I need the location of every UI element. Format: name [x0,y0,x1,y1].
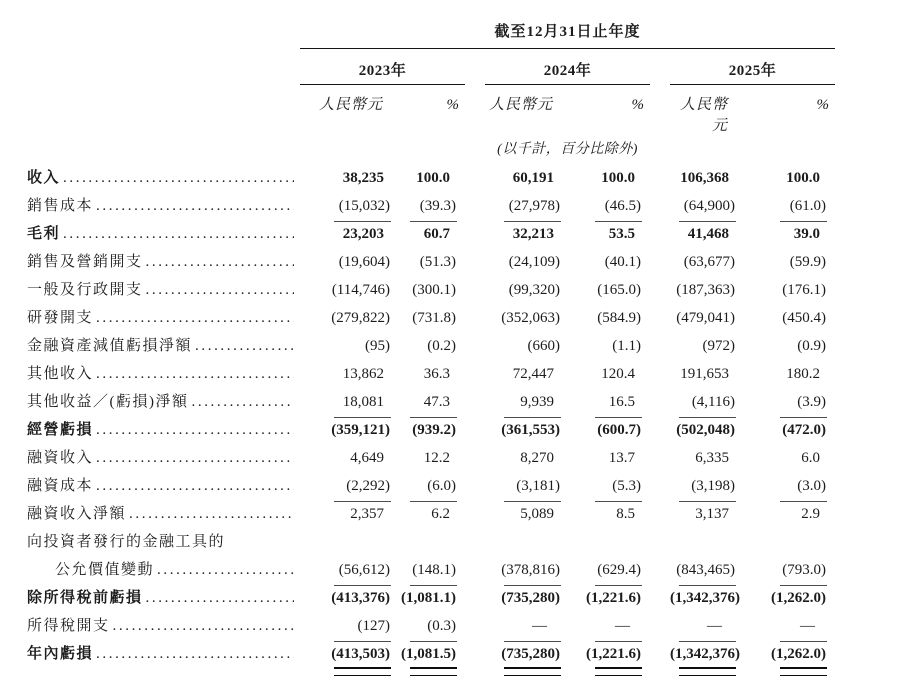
value-cell: (59.9) [789,254,826,270]
year-header-2025: 2025年 [670,49,835,85]
value-cell: 3,137 [695,506,729,522]
year-header-2024: 2024年 [485,49,650,85]
dot-leader [60,164,294,192]
value-cell: (1,221.6) [565,640,650,668]
column-header-currency: 人民幣元 [318,97,383,113]
value-cell: (731.8) [412,310,456,326]
value-cell: (6.0) [395,472,465,500]
table-row [27,584,900,612]
dot-leader [93,444,294,472]
value-cell: 60.7 [423,226,450,242]
value-cell: 72,447 [512,366,554,382]
row-label-text: 經營虧損 [27,422,94,438]
value-cell: 53.5 [608,226,635,242]
dot-leader [93,360,294,388]
row-label-text: 融資成本 [27,478,94,494]
value-cell: (843,465) [670,556,740,584]
table-row [27,500,900,528]
dot-leader [143,248,294,276]
row-label-text: 一般及行政開支 [27,282,143,298]
value-cell: 100.0 [416,170,450,186]
row-label-text: 銷售及營銷開支 [27,254,143,270]
row-label-text: 年內虧損 [27,646,94,662]
value-cell: (584.9) [597,310,641,326]
table-header [27,20,900,49]
value-cell: 18,081 [300,388,395,416]
year-header-2023: 2023年 [300,49,465,85]
value-cell: 16.5 [565,388,650,416]
value-cell: (359,121) [331,422,390,438]
value-cell: (114,746) [331,282,390,298]
row-label [27,248,300,276]
row-label-text: 融資收入淨額 [27,506,127,522]
row-label-text: 收入 [27,170,61,186]
row-label [27,164,300,192]
value-cell: (479,041) [676,310,735,326]
value-cell: (51.3) [419,254,456,270]
value-cell: (735,280) [501,590,560,606]
row-label [27,416,300,444]
value-cell: (1,081.1) [401,590,456,606]
value-cell: (95) [365,338,390,354]
value-cell: (61.0) [740,192,835,220]
table-row [27,528,900,584]
units-note-row [27,135,900,158]
row-label [27,220,300,248]
value-cell: — [670,612,740,640]
table-row [27,416,900,444]
value-cell: (187,363) [676,282,735,298]
value-cell: (15,032) [300,192,395,220]
row-label [27,584,300,612]
value-cell: — [565,612,650,640]
value-cell: (3,198) [670,472,740,500]
value-cell: (413,503) [300,640,395,668]
row-label-text: 銷售成本 [27,198,94,214]
row-label [27,472,300,500]
dot-leader [126,500,294,528]
year-header-row [27,49,900,85]
value-cell: 13.7 [608,450,635,466]
table-row [27,612,900,640]
value-cell: (64,900) [670,192,740,220]
value-cell: — [740,612,835,640]
value-cell: 2,357 [350,506,384,522]
row-label [27,360,300,388]
value-cell: 6,335 [695,450,729,466]
row-label [27,640,300,668]
value-cell: 6.2 [431,506,450,522]
table-row [27,220,900,248]
units-note: (以千計，百分比除外) [497,142,638,157]
value-cell: (24,109) [508,254,560,270]
dot-leader [93,416,294,444]
value-cell: (3,181) [485,472,565,500]
dot-leader [143,276,294,304]
value-cell: (63,677) [683,254,735,270]
value-cell: 13,862 [342,366,384,382]
value-cell: (939.2) [412,422,456,438]
dot-leader [93,304,294,332]
value-cell: (1.1) [612,338,641,354]
value-cell: (450.4) [782,310,826,326]
value-cell: 2.9 [801,506,820,522]
value-cell: 120.4 [601,366,635,382]
value-cell: — [485,612,565,640]
dot-leader [192,332,294,360]
value-cell: (0.2) [427,338,456,354]
dot-leader [143,584,294,612]
value-cell: 47.3 [395,388,465,416]
value-cell: 180.2 [786,366,820,382]
value-cell: (46.5) [565,192,650,220]
table-row [27,164,900,192]
row-label [27,304,300,332]
dot-leader [60,220,294,248]
value-cell: (165.0) [597,282,641,298]
value-cell: (472.0) [782,422,826,438]
row-label [27,612,300,640]
value-cell: 23,203 [342,226,384,242]
row-label-text: 所得稅開支 [27,618,110,634]
value-cell: (19,604) [338,254,390,270]
row-label-text: 向投資者發行的金融工具的 [27,534,226,550]
value-cell: (279,822) [331,310,390,326]
table-row [27,472,900,500]
value-cell: (1,342,376) [670,640,740,668]
value-cell: (1,262.0) [771,590,826,606]
row-label [27,332,300,360]
value-cell: (793.0) [740,556,835,584]
value-cell: (1,342,376) [670,590,740,606]
table-row [27,444,900,472]
row-label-text: 公允價值變動 [55,562,155,578]
value-cell: 39.0 [793,226,820,242]
row-label-text: 研發開支 [27,310,94,326]
table-row [27,388,900,416]
value-cell: (1,221.6) [586,590,641,606]
value-cell: 12.2 [423,450,450,466]
value-cell: 6.0 [801,450,820,466]
value-cell: (39.3) [395,192,465,220]
value-cell: (1,262.0) [740,640,835,668]
value-cell: (40.1) [604,254,641,270]
value-cell: (352,063) [501,310,560,326]
table-row [27,304,900,332]
row-label-text: 毛利 [27,226,61,242]
row-label-text: 其他收益／(虧損)淨額 [27,394,189,410]
value-cell: (660) [527,338,560,354]
value-cell: (629.4) [565,556,650,584]
value-cell: (0.9) [797,338,826,354]
table-row [27,248,900,276]
value-cell: 60,191 [512,170,554,186]
row-label-text: 金融資產減值虧損淨額 [27,338,193,354]
value-cell: 8,270 [520,450,554,466]
column-header-row [27,85,900,135]
income-statement-table [27,164,900,668]
value-cell: 106,368 [680,170,729,186]
column-header-percent: % [816,97,829,113]
value-cell: 32,213 [512,226,554,242]
dot-leader [93,472,294,500]
table-row [27,360,900,388]
dot-leader [93,640,294,668]
value-cell: (600.7) [597,422,641,438]
value-cell: (4,116) [670,388,740,416]
value-cell: (300.1) [412,282,456,298]
value-cell: 191,653 [680,366,729,382]
value-cell: (413,376) [331,590,390,606]
column-header-percent: % [631,97,644,113]
value-cell: 36.3 [423,366,450,382]
value-cell: (148.1) [395,556,465,584]
value-cell: 4,649 [350,450,384,466]
value-cell: (502,048) [676,422,735,438]
value-cell: (27,978) [485,192,565,220]
value-cell: (3.9) [740,388,835,416]
column-header-currency: 人民幣元 [679,97,728,134]
value-cell: (56,612) [300,556,395,584]
value-cell: (176.1) [782,282,826,298]
value-cell: 100.0 [786,170,820,186]
row-label [27,528,300,584]
value-cell: (5.3) [565,472,650,500]
dot-leader [93,192,294,220]
value-cell: (99,320) [508,282,560,298]
row-label [27,388,300,416]
value-cell: 41,468 [687,226,729,242]
table-row [27,192,900,220]
value-cell: (2,292) [300,472,395,500]
dot-leader [110,612,294,640]
table-row [27,640,900,668]
value-cell: (1,081.5) [395,640,465,668]
column-header-percent: % [446,97,459,113]
dot-leader [189,388,295,416]
table-row [27,276,900,304]
value-cell: 5,089 [520,506,554,522]
value-cell: (3.0) [740,472,835,500]
value-cell: (735,280) [485,640,565,668]
row-label [27,500,300,528]
value-cell: 8.5 [616,506,635,522]
value-cell: 38,235 [342,170,384,186]
row-label-text: 其他收入 [27,366,94,382]
value-cell: (127) [300,612,395,640]
row-label-text: 融資收入 [27,450,94,466]
row-label [27,192,300,220]
value-cell: 100.0 [601,170,635,186]
row-label-text: 除所得稅前虧損 [27,590,143,606]
value-cell: (361,553) [501,422,560,438]
value-cell: (378,816) [485,556,565,584]
row-label [27,276,300,304]
value-cell: (972) [702,338,735,354]
table-row [27,332,900,360]
period-spanner-title: 截至12月31日止年度 [494,24,641,40]
value-cell: (0.3) [395,612,465,640]
row-label [27,444,300,472]
column-header-currency: 人民幣元 [488,97,553,113]
dot-leader [154,556,294,584]
value-cell: 9,939 [485,388,565,416]
